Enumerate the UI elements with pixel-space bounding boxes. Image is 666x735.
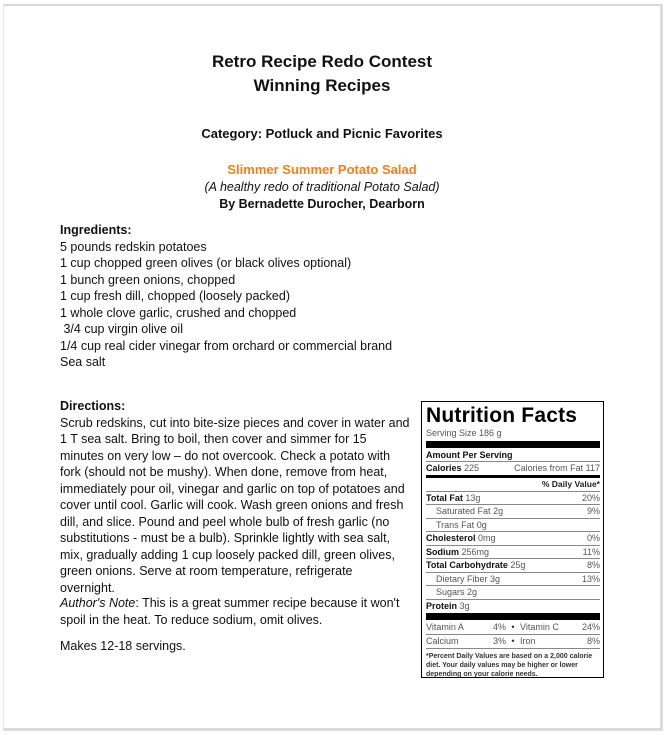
ingredient-item: 1 bunch green onions, chopped xyxy=(60,272,236,287)
authors-note-label: Author's Note xyxy=(60,596,136,610)
amount-per-serving: Amount Per Serving xyxy=(426,449,513,460)
nutrient-row-saturated-fat: Saturated Fat 2g 9% xyxy=(426,504,600,518)
bullet-icon: • xyxy=(511,622,515,632)
recipe-title: Slimmer Summer Potato Salad xyxy=(227,162,417,177)
ingredient-item: 1 whole clove garlic, crushed and chopped xyxy=(60,305,297,320)
nutrient-row-sodium: Sodium 256mg 11% xyxy=(426,546,600,557)
directions-text: Scrub redskins, cut into bite-size pieces and cover in water and 1 T sea salt. Bring to boil, then cover and simmer for 15 minutes on very low – do not overcook. Check a potato with fork (should not be mushy). When done, remove from heat, immediately pour oil, vinegar and garlic on top of potatoes and cover until cool. Garlic will cook. Wash green onions and fresh dill, and slice. Pound and peel whole bulb of fresh garlic (no substitutions - must be a bulb). Sprinkle lightly with sea salt, mix, gradually adding 1 cup loosely packed dill, green olives, green onions. Serve at room temperature, refrigerate overnight. xyxy=(60,415,410,595)
directions-section xyxy=(60,398,410,596)
nutrient-row-protein: Protein 3g xyxy=(426,599,600,613)
ingredient-item: 1 cup fresh dill, chopped (loosely packed) xyxy=(60,289,290,303)
ingredients-heading: Ingredients: xyxy=(60,223,132,237)
recipe-subtitle: (A healthy redo of traditional Potato Salad) xyxy=(204,180,440,194)
servings-text: Makes 12-18 servings. xyxy=(60,639,186,653)
page-title xyxy=(0,50,644,98)
nutrient-row-cholesterol: Cholesterol 0mg 0% xyxy=(426,533,600,543)
category-heading: Category: Potluck and Picnic Favorites xyxy=(201,126,443,141)
serving-size: Serving Size 186 g xyxy=(426,428,502,438)
recipe-byline: By Bernadette Durocher, Dearborn xyxy=(219,197,425,211)
thick-divider xyxy=(426,613,600,620)
nutrient-row-trans-fat: Trans Fat 0g xyxy=(426,518,600,532)
title-line-2: Winning Recipes xyxy=(253,76,391,95)
nutrient-row-total-fat: Total Fat 13g 20% xyxy=(426,492,600,503)
ingredient-item: Sea salt xyxy=(60,355,106,369)
vitamin-row: Calcium 3% • Iron 8% xyxy=(426,636,600,646)
nutrient-row-total-carbohydrate: Total Carbohydrate 25g 8% xyxy=(426,560,600,570)
vitamin-row: Vitamin A 4% • Vitamin C 24% xyxy=(426,622,600,632)
ingredient-item: 3/4 cup virgin olive oil xyxy=(60,322,183,336)
authors-note xyxy=(60,595,410,628)
directions-heading: Directions: xyxy=(60,399,126,413)
ingredient-item: 1 cup chopped green olives (or black olives optional) xyxy=(60,256,352,270)
calories-row: Calories 225 Calories from Fat 117 xyxy=(426,463,600,473)
daily-value-header: % Daily Value* xyxy=(541,478,600,489)
ingredient-item: 1/4 cup real cider vinegar from orchard or commercial brand xyxy=(60,338,393,353)
nutrition-footnote: *Percent Daily Values are based on a 2,000 calorie diet. Your daily values may be higher or lower depending on your calorie needs. xyxy=(426,648,600,679)
ingredients-section xyxy=(60,222,400,371)
ingredient-item: 5 pounds redskin potatoes xyxy=(60,239,207,254)
nutrition-facts-title: Nutrition Facts xyxy=(426,404,578,427)
nutrient-row-sugars: Sugars 2g xyxy=(426,585,600,599)
nutrition-facts-label xyxy=(421,401,604,678)
bullet-icon: • xyxy=(511,636,515,646)
title-line-1: Retro Recipe Redo Contest xyxy=(211,52,433,71)
nutrient-row-dietary-fiber: Dietary Fiber 3g 13% xyxy=(426,572,600,586)
authors-note-text: : This is a great summer recipe because it won't spoil in the heat. To reduce sodium, omit olives. xyxy=(60,596,400,627)
thick-divider xyxy=(426,441,600,448)
